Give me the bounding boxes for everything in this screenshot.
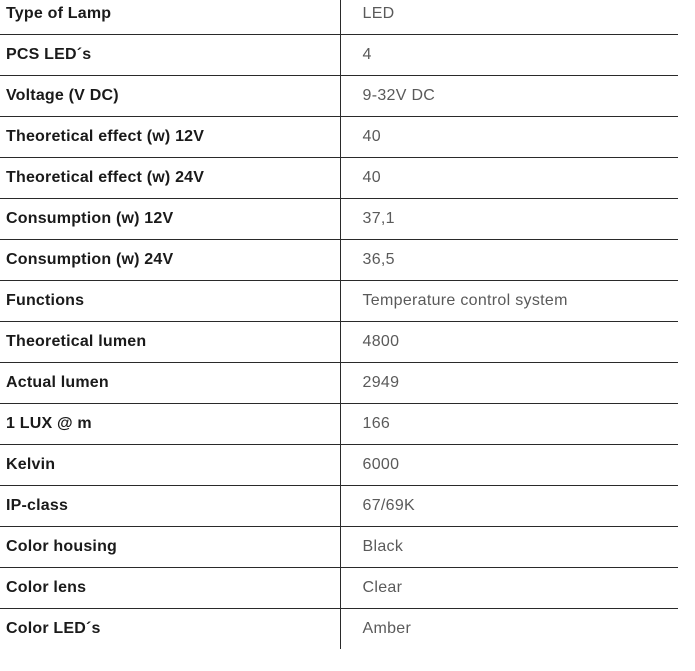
table-row [0,158,678,199]
table-row [0,609,678,650]
spec-value: Black [340,527,678,568]
spec-value: LED [340,0,678,35]
spec-label: Functions [0,281,340,322]
spec-value: Temperature control system [340,281,678,322]
spec-label: Kelvin [0,445,340,486]
spec-label: IP-class [0,486,340,527]
table-row [0,35,678,76]
spec-label: Voltage (V DC) [0,76,340,117]
table-row [0,199,678,240]
spec-label: Consumption (w) 24V [0,240,340,281]
spec-value: 166 [340,404,678,445]
table-row [0,404,678,445]
table-row [0,322,678,363]
spec-label: Actual lumen [0,363,340,404]
table-row [0,281,678,322]
spec-value: 37,1 [340,199,678,240]
spec-label: Theoretical effect (w) 12V [0,117,340,158]
spec-label: Theoretical lumen [0,322,340,363]
table-row [0,117,678,158]
spec-value: Clear [340,568,678,609]
table-row [0,445,678,486]
spec-label: Color housing [0,527,340,568]
spec-label: Type of Lamp [0,0,340,35]
spec-value: 2949 [340,363,678,404]
spec-label: 1 LUX @ m [0,404,340,445]
table-row [0,76,678,117]
spec-value: 67/69K [340,486,678,527]
table-row [0,240,678,281]
spec-value: 4800 [340,322,678,363]
spec-value: 40 [340,158,678,199]
spec-label: Color lens [0,568,340,609]
table-row [0,363,678,404]
spec-label: Consumption (w) 12V [0,199,340,240]
spec-value: 6000 [340,445,678,486]
table-row [0,527,678,568]
spec-value: 4 [340,35,678,76]
table-row [0,486,678,527]
spec-label: PCS LED´s [0,35,340,76]
spec-value: Amber [340,609,678,650]
spec-value: 40 [340,117,678,158]
spec-label: Color LED´s [6,620,101,637]
spec-label: Theoretical effect (w) 24V [0,158,340,199]
spec-value: 9-32V DC [340,76,678,117]
table-row [0,0,678,35]
table-row [0,568,678,609]
spec-value: 36,5 [340,240,678,281]
